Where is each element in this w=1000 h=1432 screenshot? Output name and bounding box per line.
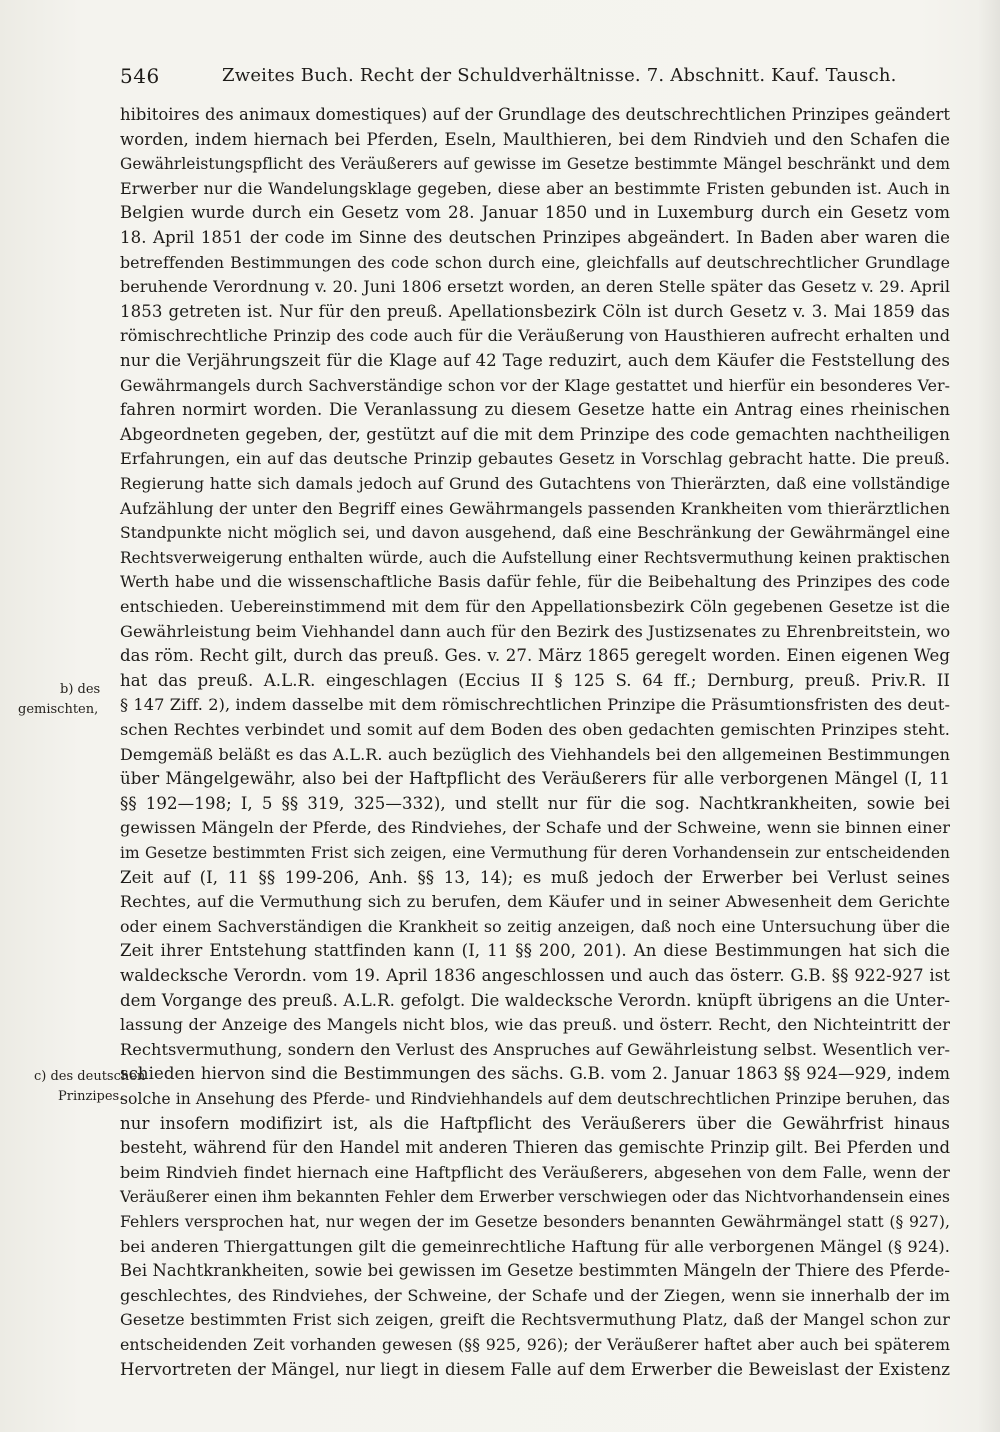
- text-line: betreffenden Bestimmungen des code schon durch eine, gleichfalls auf deutschrechtlicher Grundlage: [120, 252, 950, 272]
- text-line: schieden hiervon sind die Bestimmungen des sächs. G.B. vom 2. Januar 1863 §§ 924—929, indem: [120, 1064, 950, 1084]
- text-line: Rechtsverweigerung enthalten würde, auch die Aufstellung einer Rechtsvermuthung keinen praktischen: [120, 548, 950, 567]
- text-line: das röm. Recht gilt, durch das preuß. Ges. v. 27. März 1865 geregelt worden. Einen eigenen Weg: [120, 646, 950, 666]
- text-line: geschlechtes, des Rindviehes, der Schweine, der Schafe und der Ziegen, wenn sie innerhalb der im: [120, 1285, 950, 1305]
- text-line: besteht, während für den Handel mit anderen Thieren das gemischte Prinzip gilt. Bei Pferden und: [120, 1138, 950, 1158]
- text-line: worden, indem hiernach bei Pferden, Eseln, Maulthieren, bei dem Rindvieh und den Schafen die: [120, 129, 950, 149]
- text-line: Fehlers versprochen hat, nur wegen der im Gesetze besonders benannten Gewährmängel statt (§ 927),: [120, 1213, 950, 1231]
- text-line: solche in Ansehung des Pferde- und Rindviehhandels auf dem deutschrechtlichen Prinzipe beruhen, das: [120, 1090, 950, 1108]
- text-line: entscheidenden Zeit vorhanden gewesen (§§ 925, 926); der Veräußerer haftet aber auch bei späterem: [120, 1335, 950, 1354]
- text-line: Rechtsvermuthung, sondern den Verlust des Anspruches auf Gewährleistung selbst. Wesentlich ver-: [120, 1039, 950, 1059]
- margin-note-b-line-2: gemischten,: [18, 702, 99, 717]
- text-line: Gewährmangels durch Sachverständige schon vor der Klage gestattet und hierfür ein besonderes Ver-: [120, 375, 950, 395]
- text-line: fahren normirt worden. Die Veranlassung zu diesem Gesetze hatte ein Antrag eines rheinischen: [120, 400, 950, 420]
- text-line: Abgeordneten gegeben, der, gestützt auf die mit dem Prinzipe des code gemachten nachtheiligen: [120, 424, 950, 444]
- text-line: Rechtes, auf die Vermuthung sich zu berufen, dem Käufer und in seiner Abwesenheit dem Gerichte: [120, 892, 950, 912]
- text-line: §§ 192—198; I, 5 §§ 319, 325—332), und stellt nur für die sog. Nachtkrankheiten, sowie bei: [120, 793, 950, 813]
- text-line: Erwerber nur die Wandelungsklage gegeben, diese aber an bestimmte Fristen gebunden ist. Auch in: [120, 178, 950, 198]
- text-line: Bei Nachtkrankheiten, sowie bei gewissen im Gesetze bestimmten Mängeln der Thiere des Pferde-: [120, 1261, 950, 1281]
- text-line: gewissen Mängeln der Pferde, des Rindviehes, der Schafe und der Schweine, wenn sie binnen einer: [120, 818, 950, 838]
- text-line: beruhende Verordnung v. 20. Juni 1806 ersetzt worden, an deren Stelle später das Gesetz v. 29. April: [120, 277, 950, 297]
- text-line: Werth habe und die wissenschaftliche Basis dafür fehle, für die Beibehaltung des Prinzipes des code: [120, 572, 950, 592]
- text-line: römischrechtliche Prinzip des code auch für die Veräußerung von Hausthieren aufrecht erhalten und: [120, 326, 950, 346]
- margin-note-c-line-1: c) des deutschen: [34, 1069, 146, 1084]
- text-line: oder einem Sachverständigen die Krankheit so zeitig anzeigen, daß noch eine Untersuchung über die: [120, 916, 950, 936]
- text-line: § 147 Ziff. 2), indem dasselbe mit dem römischrechtlichen Prinzipe die Präsumtionsfristen des deut-: [120, 695, 950, 715]
- text-line: hat das preuß. A.L.R. eingeschlagen (Eccius II § 125 S. 64 ff.; Dernburg, preuß. Priv.R. II: [120, 670, 950, 690]
- text-line: entschieden. Uebereinstimmend mit dem für den Appellationsbezirk Cöln gegebenen Gesetze ist die: [120, 597, 950, 616]
- text-line: lassung der Anzeige des Mangels nicht blos, wie das preuß. und österr. Recht, den Nichteintritt der: [120, 1015, 950, 1035]
- text-line: über Mängelgewähr, also bei der Haftpflicht des Veräußerers für alle verborgenen Mängel (I, 11: [120, 769, 950, 789]
- text-line: Belgien wurde durch ein Gesetz vom 28. Januar 1850 und in Luxemburg durch ein Gesetz vom: [120, 203, 950, 223]
- text-line: Demgemäß beläßt es das A.L.R. auch bezüglich des Viehhandels bei den allgemeinen Bestimmungen: [120, 744, 950, 764]
- page-number: 546: [120, 64, 160, 88]
- text-line: waldecksche Verordn. vom 19. April 1836 angeschlossen und auch das österr. G.B. §§ 922-927 ist: [120, 966, 950, 985]
- text-line: nur die Verjährungszeit für die Klage auf 42 Tage reduzirt, auch dem Käufer die Feststellung des: [120, 351, 950, 370]
- text-line: beim Rindvieh findet hiernach eine Haftpflicht des Veräußerers, abgesehen von dem Falle, wenn der: [120, 1162, 950, 1182]
- text-line: 18. April 1851 der code im Sinne des deutschen Prinzipes abgeändert. In Baden aber waren die: [120, 228, 950, 247]
- text-line: Aufzählung der unter den Begriff eines Gewährmangels passenden Krankheiten vom thierärztlichen: [120, 498, 950, 518]
- text-line: Standpunkte nicht möglich sei, und davon ausgehend, daß eine Beschränkung der Gewährmängel eine: [120, 524, 950, 543]
- text-line: Gesetze bestimmten Frist sich zeigen, greift die Rechtsvermuthung Platz, daß der Mangel schon zur: [120, 1310, 950, 1330]
- text-line: Veräußerer einen ihm bekannten Fehler dem Erwerber verschwiegen oder das Nichtvorhandensein eines: [120, 1188, 950, 1207]
- text-line: bei anderen Thiergattungen gilt die gemeinrechtliche Haftung für alle verborgenen Mängel (§ 924).: [120, 1236, 950, 1256]
- text-line: Gewährleistungspflicht des Veräußerers auf gewisse im Gesetze bestimmte Mängel beschränkt und dem: [120, 155, 950, 174]
- page-edge-shadow: [978, 0, 1000, 1432]
- running-head: [120, 60, 897, 92]
- text-line: Gewährleistung beim Viehhandel dann auch für den Bezirk des Justizsenates zu Ehrenbreitstein, wo: [120, 621, 951, 641]
- text-line: Hervortreten der Mängel, nur liegt in diesem Falle auf dem Erwerber die Beweislast der Existenz: [120, 1359, 950, 1379]
- text-line: Zeit auf (I, 11 §§ 199-206, Anh. §§ 13, 14); es muß jedoch der Erwerber bei Verlust seines: [120, 867, 950, 887]
- text-line: dem Vorgange des preuß. A.L.R. gefolgt. Die waldecksche Verordn. knüpft übrigens an die Unter-: [120, 990, 950, 1010]
- text-line: Erfahrungen, ein auf das deutsche Prinzip gebautes Gesetz in Vorschlag gebracht hatte. Die preuß.: [120, 449, 950, 469]
- margin-note-c-line-2: Prinzipes.: [58, 1089, 124, 1104]
- text-line: hibitoires des animaux domestiques) auf der Grundlage des deutschrechtlichen Prinzipes geändert: [120, 105, 950, 124]
- text-line: Zeit ihrer Entstehung stattfinden kann (I, 11 §§ 200, 201). An diese Bestimmungen hat sich die: [120, 941, 950, 961]
- running-title: Zweites Buch. Recht der Schuldverhältnisse. 7. Abschnitt. Kauf. Tausch.: [222, 65, 897, 86]
- text-line: im Gesetze bestimmten Frist sich zeigen, eine Vermuthung für deren Vorhandensein zur entscheidenden: [120, 844, 950, 862]
- text-line: Regierung hatte sich damals jedoch auf Grund des Gutachtens von Thierärzten, daß eine vollständige: [120, 474, 950, 493]
- text-line: 1853 getreten ist. Nur für den preuß. Apellationsbezirk Cöln ist durch Gesetz v. 3. Mai 1859 das: [120, 301, 950, 321]
- text-line: nur insofern modifizirt ist, als die Haftpflicht des Veräußerers über die Gewährfrist hinaus: [120, 1113, 950, 1133]
- margin-note-b-line-1: b) des: [60, 682, 101, 697]
- text-line: schen Rechtes verbindet und somit auf dem Boden des oben gedachten gemischten Prinzipes steht.: [120, 720, 950, 739]
